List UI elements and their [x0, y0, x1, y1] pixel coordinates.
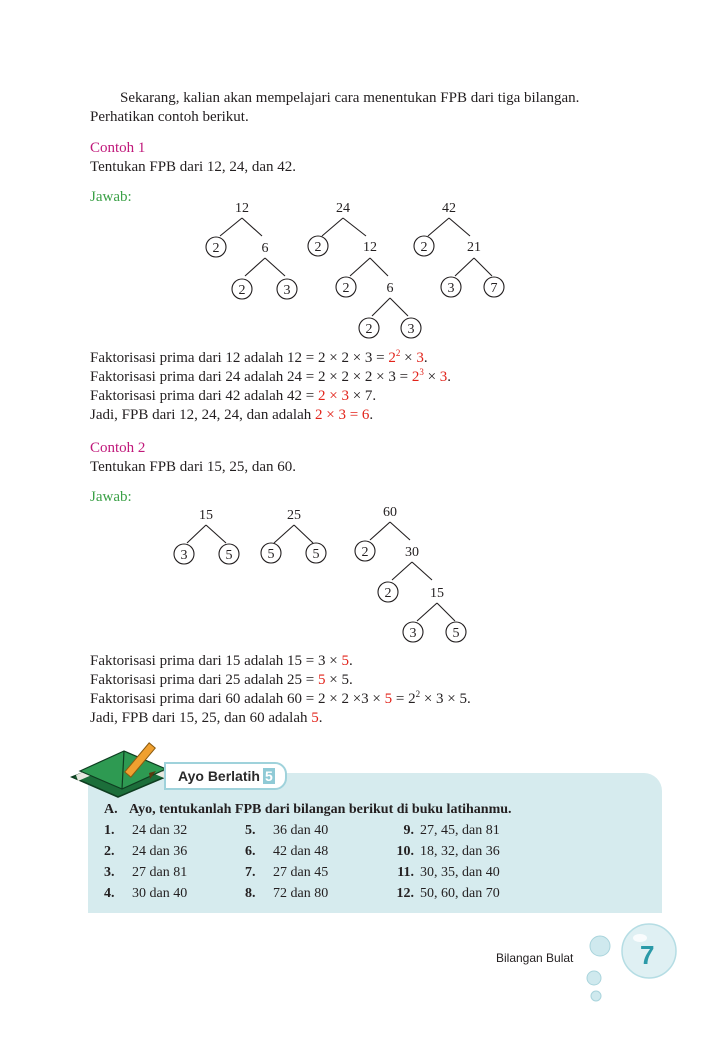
item-number: 12. — [396, 886, 414, 901]
example-1-heading: Contoh 1 — [90, 140, 146, 156]
highlight: 5 — [384, 691, 393, 707]
tree-node: 6 — [261, 241, 269, 256]
instruction-letter: A. — [104, 802, 118, 817]
tree-node: 2 — [361, 545, 369, 560]
exercise-item — [104, 822, 187, 840]
tree-node: 2 — [342, 281, 350, 296]
exercise-badge — [164, 762, 287, 790]
text: Faktorisasi prima dari 60 adalah 60 = 2 × 2 ×3 × — [90, 691, 385, 707]
tree-branch — [294, 525, 313, 543]
text: Jadi, FPB dari 15, 25, dan 60 adalah — [90, 710, 312, 726]
highlight: 5 — [311, 710, 319, 726]
tree-node: 42 — [442, 201, 456, 216]
instruction-text: Ayo, tentukanlah FPB dari bilangan berikut di buku latihanmu. — [129, 802, 512, 817]
tree-node: 30 — [405, 545, 419, 560]
intro-paragraph-line-2: Perhatikan contoh berikut. — [90, 109, 249, 125]
item-number: 6. — [245, 844, 256, 859]
tree-branch — [206, 525, 226, 543]
item-number: 7. — [245, 865, 256, 880]
exercise-item — [245, 843, 328, 861]
text: . — [423, 350, 428, 366]
tree-node: 12 — [363, 240, 377, 255]
exercise-badge-number: 5 — [264, 768, 273, 784]
item-number: 4. — [104, 886, 115, 901]
highlight: 6 — [361, 407, 370, 423]
tree-branch — [390, 522, 410, 540]
text: × — [400, 350, 417, 366]
exponent: 2 — [415, 689, 421, 699]
tree-node: 3 — [409, 626, 417, 641]
highlight: 3 — [338, 407, 346, 423]
exercise-item — [245, 864, 328, 882]
tree-node: 25 — [287, 508, 301, 523]
tree-node: 2 — [420, 240, 428, 255]
text: Faktorisasi prima dari 25 adalah 25 = — [90, 672, 318, 688]
highlight: × — [325, 388, 342, 404]
tree-node: 15 — [199, 508, 213, 523]
exercise-item — [384, 822, 500, 840]
exponent: 3 — [419, 367, 424, 377]
tree-node: 5 — [225, 548, 233, 563]
text: Faktorisasi prima dari 15 adalah 15 = 3 × — [90, 653, 342, 669]
text: = 2 — [392, 691, 416, 707]
tree-node: 2 — [212, 241, 220, 256]
tree-node: 15 — [430, 586, 444, 601]
intro-paragraph-line-1: Sekarang, kalian akan mempelajari cara menentukan FPB dari tiga bilangan. — [120, 90, 580, 106]
text: × 5. — [325, 672, 353, 688]
highlight: 5 — [318, 672, 326, 688]
example-2-heading: Contoh 2 — [90, 440, 146, 456]
exercise-item — [104, 843, 187, 861]
highlight: 2 — [411, 369, 420, 385]
text: Faktorisasi prima dari 12 adalah 12 = 2 × 2 × 3 = — [90, 350, 389, 366]
example-1-question: Tentukan FPB dari 12, 24, dan 42. — [90, 159, 297, 175]
tree-node: 7 — [490, 281, 498, 296]
exercise-item — [384, 864, 500, 882]
chapter-title: Bilangan Bulat — [496, 951, 574, 965]
item-text: 30, 35, dan 40 — [420, 865, 500, 880]
bubbles-icon — [584, 930, 620, 1010]
text: . — [348, 653, 353, 669]
tree-node: 5 — [267, 547, 275, 562]
factor-tree-60 — [355, 505, 466, 642]
factorization-60 — [90, 690, 471, 709]
page-number: 7 — [640, 940, 655, 970]
tree-node: 3 — [447, 281, 455, 296]
tree-node: 5 — [452, 626, 460, 641]
exercise-item — [245, 885, 328, 903]
item-number: 1. — [104, 823, 115, 838]
item-text: 36 dan 40 — [273, 823, 329, 838]
text: . — [447, 369, 452, 385]
text: . — [318, 710, 323, 726]
highlight: = — [345, 407, 362, 423]
exercise-badge-label: Ayo Berlatih — [178, 768, 260, 784]
highlight: 3 — [439, 369, 448, 385]
tree-branch — [187, 525, 206, 543]
tree-node: 2 — [384, 586, 392, 601]
text: Faktorisasi prima dari 42 adalah 42 = — [90, 388, 318, 404]
example-2-answer-label: Jawab: — [90, 489, 132, 505]
item-number: 9. — [403, 823, 414, 838]
factor-tree-25 — [261, 508, 326, 563]
text: × — [423, 369, 440, 385]
item-text: 18, 32, dan 36 — [420, 844, 500, 859]
tree-branch — [274, 525, 294, 543]
item-number: 10. — [396, 844, 414, 859]
exercise-item — [384, 843, 500, 861]
tree-branch — [412, 562, 432, 580]
item-text: 72 dan 80 — [273, 886, 329, 901]
exercise-item — [384, 885, 500, 903]
tree-node: 3 — [283, 283, 291, 298]
item-text: 27 dan 81 — [132, 865, 188, 880]
tree-node: 2 — [365, 322, 373, 337]
item-text: 27 dan 45 — [273, 865, 329, 880]
tree-branch — [370, 522, 390, 540]
exercise-item — [104, 864, 187, 882]
tree-node: 12 — [235, 201, 249, 216]
tree-node: 5 — [312, 547, 320, 562]
item-number: 8. — [245, 886, 256, 901]
tree-node: 3 — [407, 322, 415, 337]
exercise-instruction — [104, 801, 512, 819]
text: × 7. — [348, 388, 377, 404]
highlight: 2 — [388, 350, 396, 366]
item-number: 5. — [245, 823, 256, 838]
tree-node: 24 — [336, 201, 350, 216]
tree-node: 2 — [238, 283, 246, 298]
tree-node: 60 — [383, 505, 397, 520]
highlight: 3 — [341, 388, 349, 404]
text: × 3 × 5. — [420, 691, 471, 707]
item-text: 27, 45, dan 81 — [420, 823, 500, 838]
exercise-item — [104, 885, 187, 903]
tree-node: 3 — [180, 548, 188, 563]
factorization-25 — [90, 671, 353, 690]
text: . — [369, 407, 374, 423]
item-text: 30 dan 40 — [132, 886, 188, 901]
item-text: 24 dan 32 — [132, 823, 188, 838]
factorization-15 — [90, 652, 353, 671]
factor-tree-15 — [174, 508, 239, 564]
tree-node: 21 — [467, 240, 481, 255]
highlight: × — [322, 407, 339, 423]
text: Jadi, FPB dari 12, 24, 24, dan adalah — [90, 407, 315, 423]
item-text: 50, 60, dan 70 — [420, 886, 500, 901]
highlight: 3 — [416, 350, 424, 366]
item-number: 11. — [397, 865, 414, 880]
tree-branch — [437, 603, 455, 621]
item-number: 3. — [104, 865, 115, 880]
item-text: 24 dan 36 — [132, 844, 188, 859]
highlight: 5 — [341, 653, 349, 669]
conclusion-example-2 — [90, 709, 322, 728]
item-text: 42 dan 48 — [273, 844, 329, 859]
example-2-question: Tentukan FPB dari 15, 25, dan 60. — [90, 459, 297, 475]
exercise-item — [245, 822, 328, 840]
highlight: 2 — [318, 388, 326, 404]
highlight: 2 — [314, 407, 323, 423]
tree-node: 2 — [314, 240, 322, 255]
tree-branch — [392, 562, 412, 580]
item-number: 2. — [104, 844, 115, 859]
example-1-answer-label: Jawab: — [90, 189, 132, 205]
text: Faktorisasi prima dari 24 adalah 24 = 2 × 2 × 2 × 3 = — [90, 369, 412, 385]
exponent: 2 — [395, 348, 401, 358]
tree-node: 6 — [386, 281, 394, 296]
tree-branch — [417, 603, 437, 621]
